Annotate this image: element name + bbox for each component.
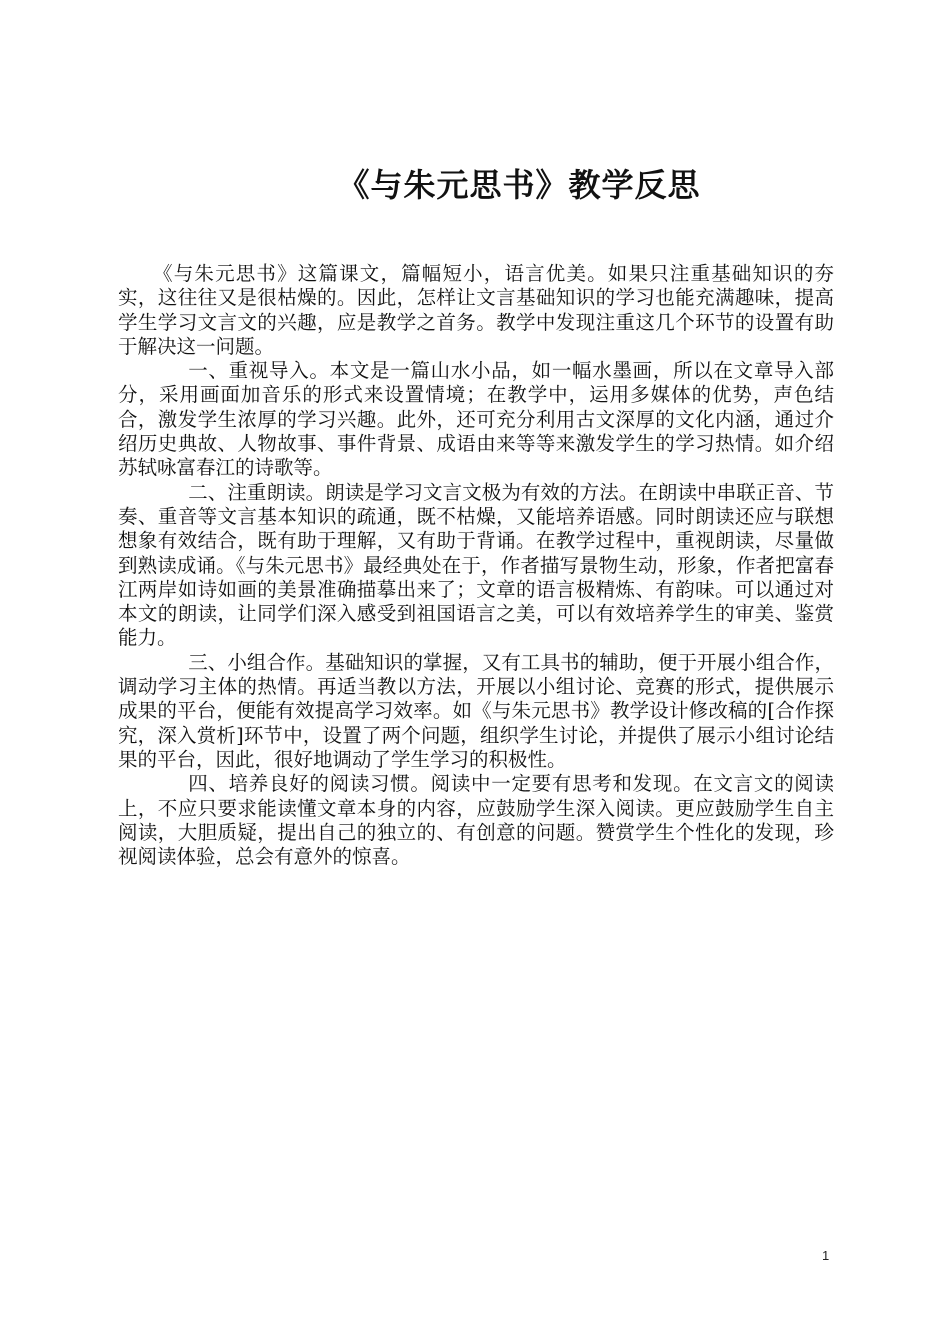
section-paragraph-2: 二、注重朗读。朗读是学习文言文极为有效的方法。在朗读中串联正音、节奏、重音等文言基本知识的疏通，既不枯燥，又能培养语感。同时朗读还应与联想想象有效结合，既有助于理解，又有助于背诵。在教学过程中，重视朗读，尽量做到熟读成诵。《与朱元思书》最经典处在于，作者描写景物生动，形象，作者把富春江两岸如诗如画的美景准确描摹出来了；文章的语言极精炼、有韵味。可以通过对本文的朗读，让同学们深入感受到祖国语言之美，可以有效培养学生的审美、鉴赏能力。: [118, 480, 834, 650]
section-paragraph-3: 三、小组合作。基础知识的掌握，又有工具书的辅助，便于开展小组合作，调动学习主体的热情。再适当教以方法，开展以小组讨论、竞赛的形式，提供展示成果的平台，便能有效提高学习效率。如《与朱元思书》教学设计修改稿的[合作探究，深入赏析]环节中，设置了两个问题，组织学生讨论，并提供了展示小组讨论结果的平台，因此，很好地调动了学生学习的积极性。: [118, 650, 834, 771]
page-number: 1: [822, 1248, 830, 1263]
document-body: [118, 262, 834, 869]
document-title: 《与朱元思书》教学反思: [337, 166, 701, 204]
section-paragraph-4: 四、培养良好的阅读习惯。阅读中一定要有思考和发现。在文言文的阅读上，不应只要求能读懂文章本身的内容，应鼓励学生深入阅读。更应鼓励学生自主阅读，大胆质疑，提出自己的独立的、有创意的问题。赞赏学生个性化的发现，珍视阅读体验，总会有意外的惊喜。: [118, 772, 834, 869]
intro-paragraph: 《与朱元思书》这篇课文，篇幅短小，语言优美。如果只注重基础知识的夯实，这往往又是很枯燥的。因此，怎样让文言基础知识的学习也能充满趣味，提高学生学习文言文的兴趣，应是教学之首务。教学中发现注重这几个环节的设置有助于解决这一问题。: [118, 262, 834, 358]
section-paragraph-1: 一、重视导入。本文是一篇山水小品，如一幅水墨画，所以在文章导入部分，采用画面加音乐的形式来设置情境；在教学中，运用多媒体的优势，声色结合，激发学生浓厚的学习兴趣。此外，还可充分利用古文深厚的文化内涵，通过介绍历史典故、人物故事、事件背景、成语由来等等来激发学生的学习热情。如介绍苏轼咏富春江的诗歌等。: [118, 359, 834, 480]
